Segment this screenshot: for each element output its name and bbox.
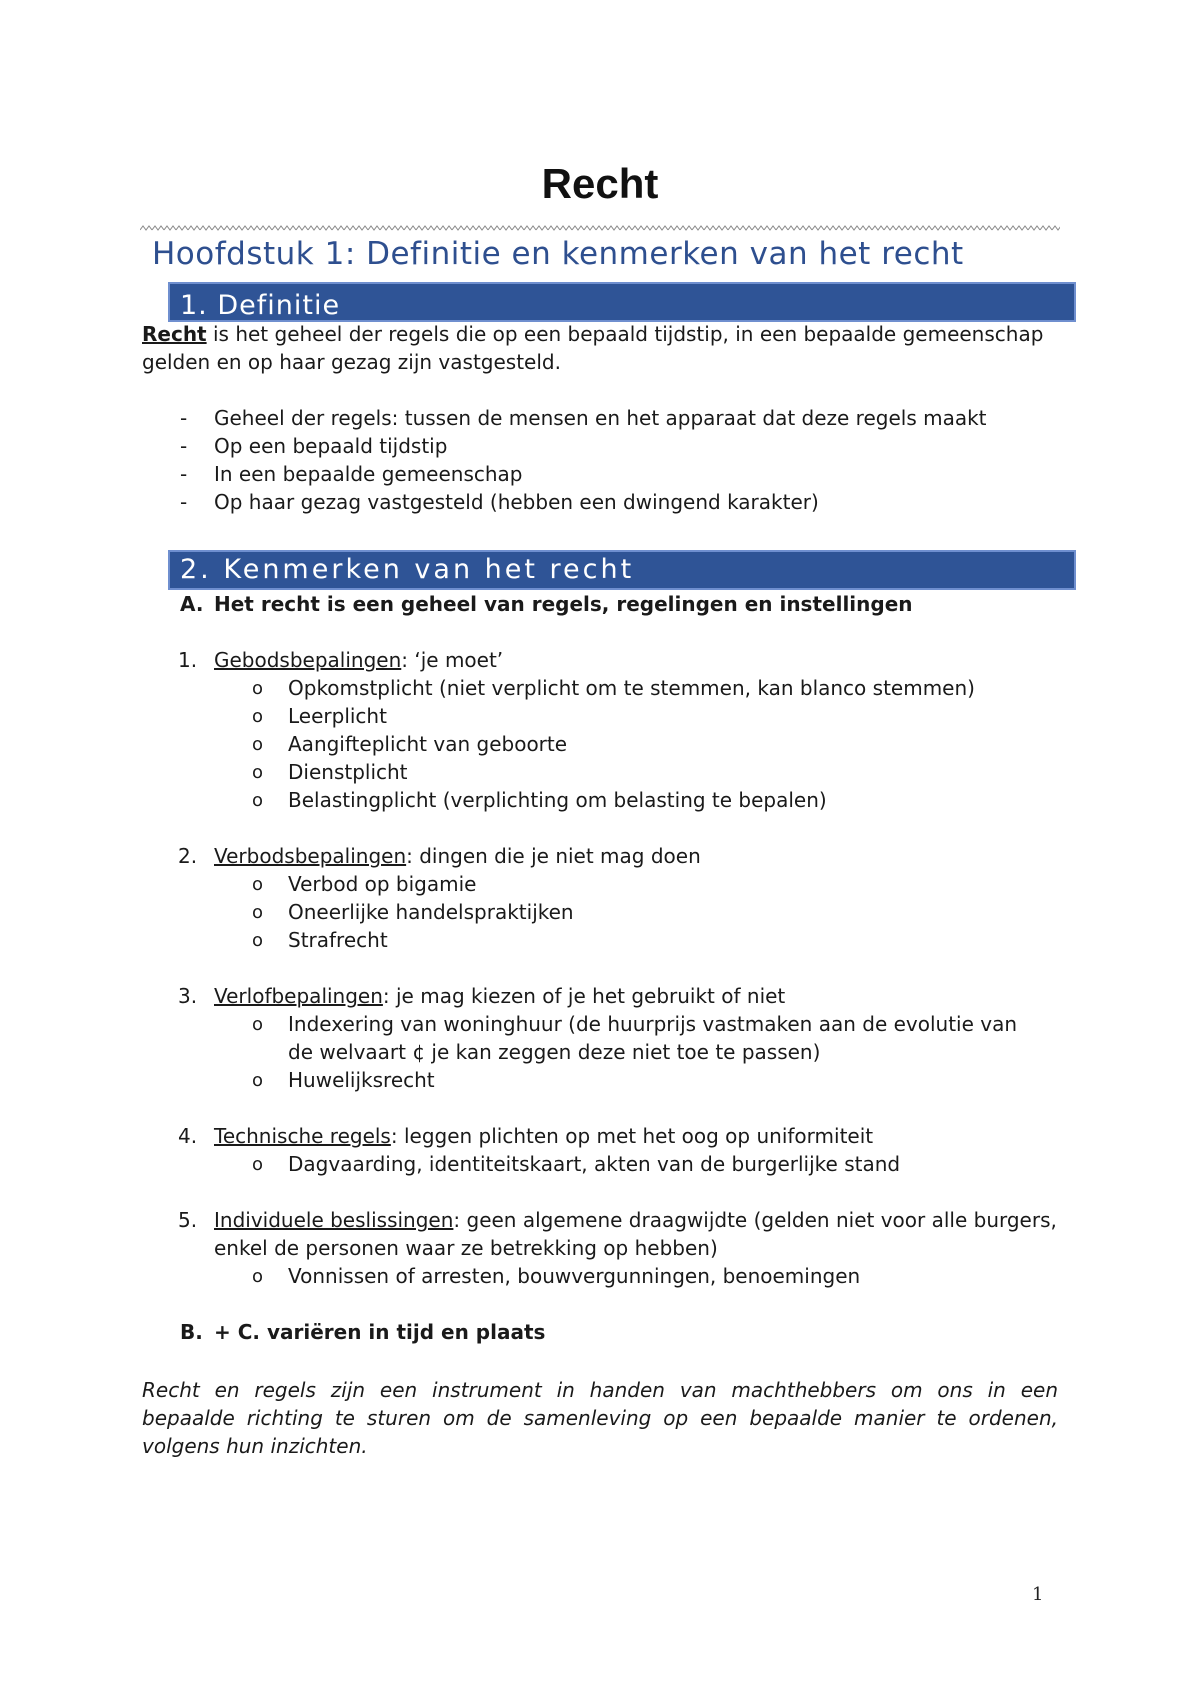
list-item-continuation: de welvaart ¢ je kan zeggen deze niet toe te passen) [288,1040,821,1064]
decorative-divider [140,224,1060,232]
list-item: Dienstplicht [288,760,408,784]
group-heading [214,1124,873,1148]
list-item: Aangifteplicht van geboorte [288,732,568,756]
group-heading [214,1208,1057,1232]
definition-line-2: gelden en op haar gezag zijn vastgesteld. [142,350,561,374]
closing-line: Recht en regels zijn een instrument in handen van machthebbers om ons in een [142,1378,1058,1402]
section-heading-kenmerken: 2. Kenmerken van het recht [180,554,635,585]
bullet-marker: o [252,1014,264,1035]
subsection-marker: B. [180,1320,203,1344]
group-heading-continuation: enkel de personen waar ze betrekking op hebben) [214,1236,718,1260]
bullet-marker: o [252,1070,264,1091]
bullet-marker: o [252,706,264,727]
closing-line: bepaalde richting te sturen om de samenleving op een bepaalde manier te ordenen, [142,1406,1058,1430]
group-text: : ‘je moet’ [401,648,504,672]
chapter-heading: Hoofdstuk 1: Definitie en kenmerken van het recht [152,236,964,272]
list-item: Dagvaarding, identiteitskaart, akten van de burgerlijke stand [288,1152,901,1176]
subsection-heading: + C. variëren in tijd en plaats [214,1320,546,1344]
list-number: 1. [178,648,198,672]
group-term: Verbodsbepalingen [214,844,407,868]
dash-marker: - [180,490,188,514]
group-heading [214,844,701,868]
bullet-marker: o [252,902,264,923]
list-item: Verbod op bigamie [288,872,477,896]
list-item: In een bepaalde gemeenschap [214,462,523,486]
group-term: Technische regels [214,1124,391,1148]
bullet-marker: o [252,930,264,951]
list-number: 4. [178,1124,198,1148]
dash-marker: - [180,434,188,458]
definition-term: Recht [142,322,207,346]
bullet-marker: o [252,734,264,755]
group-text: : je mag kiezen of je het gebruikt of niet [382,984,786,1008]
bullet-marker: o [252,790,264,811]
group-term: Gebodsbepalingen [214,648,402,672]
list-item: Op een bepaald tijdstip [214,434,448,458]
closing-paragraph [142,1376,1058,1460]
list-item: Strafrecht [288,928,388,952]
list-item: Opkomstplicht (niet verplicht om te stemmen, kan blanco stemmen) [288,676,975,700]
list-item: Huwelijksrecht [288,1068,435,1092]
list-item: Op haar gezag vastgesteld (hebben een dwingend karakter) [214,490,819,514]
group-text: : dingen die je niet mag doen [406,844,701,868]
subsection-heading: Het recht is een geheel van regels, regelingen en instellingen [214,592,913,616]
list-item: Oneerlijke handelspraktijken [288,900,574,924]
section-heading-definitie: 1. Definitie [180,290,341,321]
list-number: 2. [178,844,198,868]
definition-text: is het geheel der regels die op een bepaald tijdstip, in een bepaalde gemeenschap [206,322,1044,346]
document-title: Recht [541,160,659,207]
bullet-marker: o [252,1154,264,1175]
list-item: Belastingplicht (verplichting om belasting te bepalen) [288,788,827,812]
dash-marker: - [180,406,188,430]
bullet-marker: o [252,1266,264,1287]
list-number: 3. [178,984,198,1008]
list-item: Vonnissen of arresten, bouwvergunningen, benoemingen [288,1264,861,1288]
closing-line: volgens hun inzichten. [142,1434,368,1458]
group-term: Verlofbepalingen [214,984,383,1008]
list-item: Indexering van woninghuur (de huurprijs vastmaken aan de evolutie van [288,1012,1018,1036]
list-number: 5. [178,1208,198,1232]
page-number: 1 [1032,1584,1044,1605]
list-item: Geheel der regels: tussen de mensen en het apparaat dat deze regels maakt [214,406,987,430]
list-item: Leerplicht [288,704,387,728]
bullet-marker: o [252,762,264,783]
group-heading [214,984,785,1008]
dash-marker: - [180,462,188,486]
group-text: : geen algemene draagwijdte (gelden niet voor alle burgers, [453,1208,1057,1232]
bullet-marker: o [252,678,264,699]
group-term: Individuele beslissingen [214,1208,454,1232]
definition-line-1 [142,322,1043,346]
subsection-marker: A. [180,592,204,616]
group-text: : leggen plichten op met het oog op uniformiteit [390,1124,874,1148]
bullet-marker: o [252,874,264,895]
group-heading [214,648,503,672]
